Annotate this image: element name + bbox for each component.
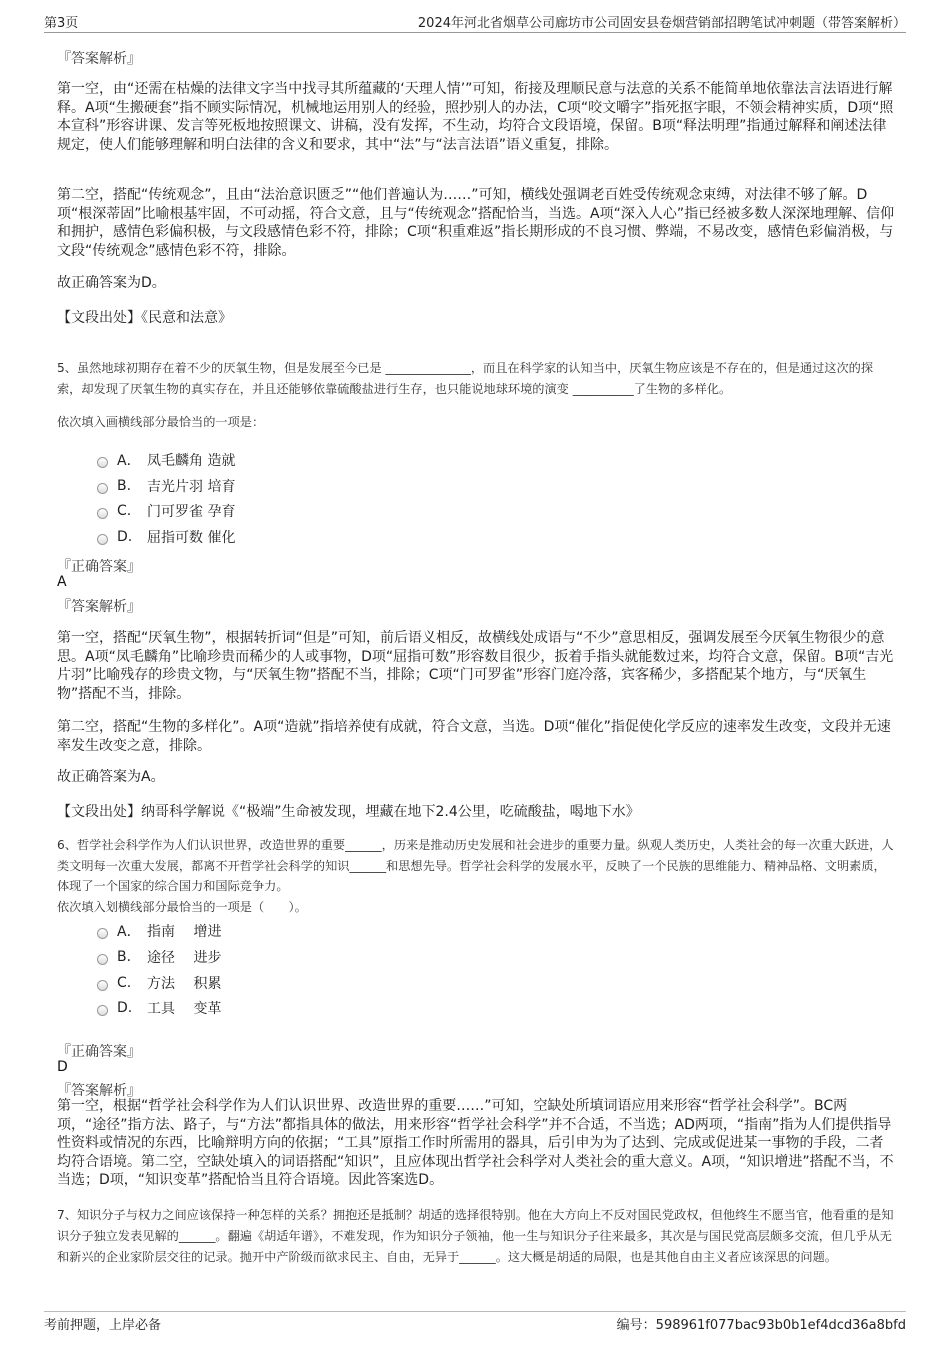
radio-button[interactable] [97, 457, 108, 468]
option-c[interactable] [97, 973, 221, 993]
option-text: 途径 进步 [147, 950, 222, 966]
footer-slogan: 考前押题，上岸必备 [44, 1318, 162, 1333]
option-letter: B. [117, 478, 132, 494]
option-d[interactable] [97, 998, 221, 1018]
option-c[interactable] [97, 501, 235, 521]
radio-button[interactable] [97, 534, 108, 545]
option-d[interactable] [97, 527, 235, 547]
source: 【文段出处】纳哥科学解说《“极端”生命被发现，埋藏在地下2.4公里，吃硫酸盐，喝地下水》 [57, 804, 640, 820]
header-divider [44, 32, 906, 33]
conclusion: 故正确答案为A。 [57, 769, 165, 785]
page-number: 第3页 [44, 16, 79, 31]
analysis-paragraph: 第二空，搭配“传统观念”，且由“法治意识匮乏”“他们普遍认为……”可知，横线处强调老百姓受传统观念束缚，对法律不够了解。D项“根深蒂固”比喻根基牢固，不可动摇，符合文意，且与“传统观念”搭配恰当，当选。A项“深入人心”指已经被多数人深深地理解、信仰和拥护，感情色彩偏积极，与文段感情色彩不符，排除；C项“积重难返”指长期形成的不良习惯、弊端，不易改变，感情色彩偏消极，与文段“传统观念”感情色彩不符，排除。 [57, 187, 895, 259]
option-letter: C. [117, 503, 132, 519]
analysis-label: 『答案解析』 [57, 599, 141, 615]
option-text: 屈指可数 催化 [147, 530, 236, 546]
analysis-label: 『答案解析』 [57, 1083, 141, 1099]
radio-button[interactable] [97, 954, 108, 965]
option-letter: D. [117, 529, 133, 545]
correct-answer-label: 『正确答案』 [57, 559, 141, 575]
document-id: 编号：598961f077bac93b0b1ef4dcd36a8bfd [616, 1318, 906, 1333]
question-stem: 5、虽然地球初期存在着不少的厌氧生物，但是发展至今已是 ______________，而且在科学家的认知当中，厌氧生物应该是不存在的，但是通过这次的探索，却发现了厌氧生物的真实存在，并且还能够依靠硫酸盐进行生存，也只能说地球环境的演变 __________了生物的多样化。 [57, 361, 874, 396]
analysis-paragraph: 第二空，搭配“生物的多样化”。A项“造就”指培养使有成就，符合文意，当选。D项“催化”指促使化学反应的速率发生改变，文段并无速率发生改变之意，排除。 [57, 719, 891, 754]
option-text: 凤毛麟角 造就 [147, 453, 236, 469]
option-letter: C. [117, 975, 132, 991]
option-letter: B. [117, 949, 132, 965]
correct-answer-label: 『正确答案』 [57, 1044, 141, 1060]
option-b[interactable] [97, 947, 221, 967]
analysis-paragraph: 第一空，搭配“厌氧生物”，根据转折词“但是”可知，前后语义相反，故横线处成语与“不少”意思相反，强调发展至今厌氧生物很少的意思。A项“凤毛麟角”比喻珍贵而稀少的人或事物，D项“屈指可数”形容数目很少，扳着手指头就能数过来，均符合文意，保留。B项“吉光片羽”比喻残存的珍贵文物，与“厌氧生物”搭配不当，排除；C项“门可罗雀”形容门庭冷落，宾客稀少，多搭配某个地方，与“厌氧生物”搭配不当，排除。 [57, 630, 894, 702]
conclusion: 故正确答案为D。 [57, 275, 166, 291]
radio-button[interactable] [97, 928, 108, 939]
radio-button[interactable] [97, 483, 108, 494]
option-text: 门可罗雀 孕育 [147, 504, 236, 520]
analysis-paragraph: 第一空，由“还需在枯燥的法律文字当中找寻其所蕴藏的‘天理人情’”可知，衔接及理顺民意与法意的关系不能简单地依靠法言法语进行解释。A项“生搬硬套”指不顾实际情况，机械地运用别人的经验，照抄别人的办法，C项“咬文嚼字”指死抠字眼，不领会精神实质，D项“照本宣科”形容讲课、发言等死板地按照课文、讲稿，没有发挥，不生动，均符合文段语境，保留。B项“释法明理”指通过解释和阐述法律规定，使人们能够理解和明白法律的含义和要求，其中“法”与“法言法语”语义重复，排除。 [57, 81, 894, 153]
question-prompt: 依次填入画横线部分最恰当的一项是： [57, 415, 265, 429]
option-letter: A． [117, 924, 141, 940]
option-b[interactable] [97, 476, 235, 496]
footer-divider [44, 1311, 906, 1312]
analysis-label: 『答案解析』 [57, 51, 141, 67]
option-a[interactable] [97, 450, 235, 470]
question-stem: 7、知识分子与权力之间应该保持一种怎样的关系？拥抱还是抵制？胡适的选择很特别。他在大方向上不反对国民党政权，但他终生不愿当官，他看重的是知识分子独立发表见解的______。翻遍《胡适年谱》，不难发现，作为知识分子领袖，他一生与知识分子往来最多，其次是与国民党高层颇多交流，但几乎从无和新兴的企业家阶层交往的记录。抛开中产阶级而欲求民主、自由，无异于______。这大概是胡适的局限，也是其他自由主义者应该深思的问题。 [57, 1208, 894, 1264]
option-a[interactable] [97, 921, 221, 941]
option-text: 工具 变革 [147, 1001, 222, 1017]
option-text: 吉光片羽 培育 [147, 479, 236, 495]
option-text: 指南 增进 [147, 924, 222, 940]
analysis-paragraph: 第一空，根据“哲学社会科学作为人们认识世界、改造世界的重要……”可知，空缺处所填词语应用来形容“哲学社会科学”。BC两项，“途径”指方法、路子，与“方法”都指具体的做法，用来形容“哲学社会科学”并不合适，不当选；AD两项，“指南”指为人们提供指导性资料或情况的东西，比喻辩明方向的依据；“工具”原指工作时所需用的器具，后引申为为了达到、完成或促进某一事物的手段，二者均符合语境。第二空，空缺处填入的词语搭配“知识”，且应体现出哲学社会科学对人类社会的重大意义。A项，“知识增进”搭配不当，不当选；D项，“知识变革”搭配恰当且符合语境。因此答案选D。 [57, 1098, 894, 1188]
correct-answer: A [57, 574, 67, 590]
radio-button[interactable] [97, 980, 108, 991]
radio-button[interactable] [97, 508, 108, 519]
correct-answer: D [57, 1059, 68, 1075]
source: 【文段出处】《民意和法意》 [57, 310, 232, 326]
option-letter: A． [117, 453, 141, 469]
document-title: 2024年河北省烟草公司廊坊市公司固安县卷烟营销部招聘笔试冲刺题（带答案解析） [417, 16, 906, 31]
option-letter: D. [117, 1000, 133, 1016]
option-text: 方法 积累 [147, 976, 222, 992]
question-stem: 6、哲学社会科学作为人们认识世界，改造世界的重要______，历来是推动历史发展和社会进步的重要力量。纵观人类历史，人类社会的每一次重大跃进，人类文明每一次重大发展，都离不开哲学社会科学的知识______和思想先导。哲学社会科学的发展水平，反映了一个民族的思维能力、精神品格、文明素质，体现了一个国家的综合国力和国际竞争力。 [57, 838, 894, 893]
question-prompt: 依次填入划横线部分最恰当的一项是（ ）。 [57, 900, 307, 914]
radio-button[interactable] [97, 1005, 108, 1016]
